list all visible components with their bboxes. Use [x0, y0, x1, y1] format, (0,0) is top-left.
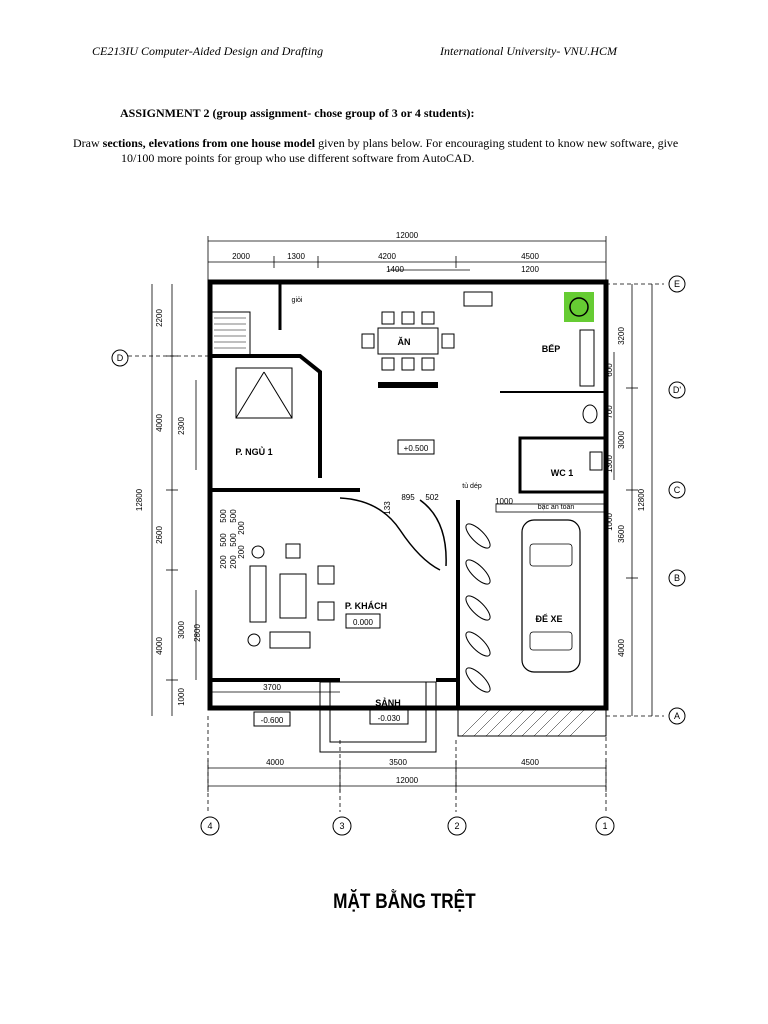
grid-label-B: B	[673, 573, 681, 583]
plan-title-text: MẶT BẰNG TRỆT	[333, 890, 476, 913]
dim-living-2: 500	[219, 533, 228, 547]
dim-top-1: 2000	[232, 252, 250, 261]
dim-living-6: 200	[229, 555, 238, 569]
dim-right-1: 3200	[617, 327, 626, 345]
dim-left-total: 12800	[135, 488, 144, 512]
dim-top-4: 4500	[521, 252, 539, 261]
dim-stair-2: 502	[425, 493, 439, 502]
dim-right-inner-3: 1300	[605, 455, 614, 473]
dim-top-inner-2: 1200	[521, 265, 539, 274]
dim-living-7: 200	[237, 521, 246, 535]
dim-living-8: 200	[237, 545, 246, 559]
living-furniture	[248, 544, 334, 648]
dim-living-5: 200	[219, 555, 228, 569]
level-3: -0.030	[377, 714, 401, 723]
level-4: -0.600	[260, 716, 284, 725]
plan-title	[0, 890, 768, 914]
dim-top-total: 12000	[395, 231, 419, 240]
dim-left-inner-1: 2300	[177, 417, 186, 435]
room-sanh: SẢNH	[375, 698, 401, 708]
dim-stair-4: 133	[383, 501, 392, 515]
room-wc: WC 1	[550, 468, 574, 478]
kitchen-plant	[564, 292, 594, 322]
dim-living-3: 500	[229, 509, 238, 523]
dim-right-inner-1: 600	[605, 363, 614, 377]
room-khach: P. KHÁCH	[344, 601, 388, 611]
dim-right-inner-4: 1000	[605, 513, 614, 531]
dim-left-inner-2: 3000	[177, 621, 186, 639]
grid-label-D-prime: D'	[672, 385, 682, 395]
motorbikes	[462, 520, 493, 695]
level-2: 0.000	[352, 618, 374, 627]
room-dexe: ĐỂ XE	[535, 614, 563, 624]
label-bac: bậc an toàn	[537, 504, 575, 511]
level-1: +0.500	[403, 444, 429, 453]
label-tudep: tủ dép	[462, 483, 482, 490]
grid-label-3: 3	[339, 821, 345, 831]
grid-label-D: D	[116, 353, 124, 363]
bed	[236, 368, 292, 418]
dim-bottom-total: 12000	[395, 776, 419, 785]
dim-left-5: 1000	[177, 688, 186, 706]
university-header: International University- VNU.HCM	[440, 44, 617, 58]
description-bold: sections, elevations from one house model	[102, 136, 316, 150]
dim-bottom-2: 3500	[389, 758, 407, 767]
dim-right-3: 3600	[617, 525, 626, 543]
course-header: CE213IU Computer-Aided Design and Drafting	[92, 44, 324, 58]
dim-bottom-3: 4500	[521, 758, 539, 767]
dim-top-2: 1300	[287, 252, 305, 261]
room-bep: BẾP	[541, 344, 561, 354]
dim-left-3: 2600	[155, 526, 164, 544]
assignment-title: ASSIGNMENT 2 (group assignment- chose group of 3 or 4 students):	[120, 106, 475, 120]
dim-top-inner-1: 1400	[386, 265, 404, 274]
dim-left-1: 2200	[155, 309, 164, 327]
description-pre: Draw	[73, 136, 103, 150]
room-an: ĂN	[397, 337, 411, 347]
dim-right-2: 3000	[617, 431, 626, 449]
dining-decor	[378, 382, 438, 388]
dim-left-inner-3: 2800	[193, 624, 202, 642]
grid-label-C: C	[673, 485, 681, 495]
grid-label-4: 4	[207, 821, 213, 831]
dim-top-3: 4200	[378, 252, 396, 261]
dim-stair-3: 1000	[495, 497, 513, 506]
grid-label-2: 2	[454, 821, 460, 831]
grid-label-A: A	[673, 711, 681, 721]
dim-bottom-1: 4000	[266, 758, 284, 767]
dim-stair-1: 895	[401, 493, 415, 502]
description-line-2: 10/100 more points for group who use different software from AutoCAD.	[121, 151, 475, 165]
wc-sink	[583, 405, 597, 423]
dim-right-inner-2: 700	[605, 405, 614, 419]
dim-living-4: 500	[229, 533, 238, 547]
description-post: given by plans below. For encouraging student to know new software, give	[315, 136, 679, 150]
kitchen-counter	[580, 330, 594, 386]
wc-toilet	[590, 452, 602, 470]
label-gioi: giỏi	[291, 297, 303, 304]
grid-label-1: 1	[602, 821, 608, 831]
dim-3700: 3700	[263, 683, 281, 692]
stair-top-left	[210, 312, 250, 356]
dim-right-4: 4000	[617, 639, 626, 657]
dim-left-4: 4000	[155, 637, 164, 655]
dim-left-2: 4000	[155, 414, 164, 432]
grid-label-E: E	[673, 279, 681, 289]
room-ngu: P. NGỦ 1	[235, 447, 273, 457]
dim-right-total: 12800	[637, 488, 646, 512]
dim-living-1: 500	[219, 509, 228, 523]
